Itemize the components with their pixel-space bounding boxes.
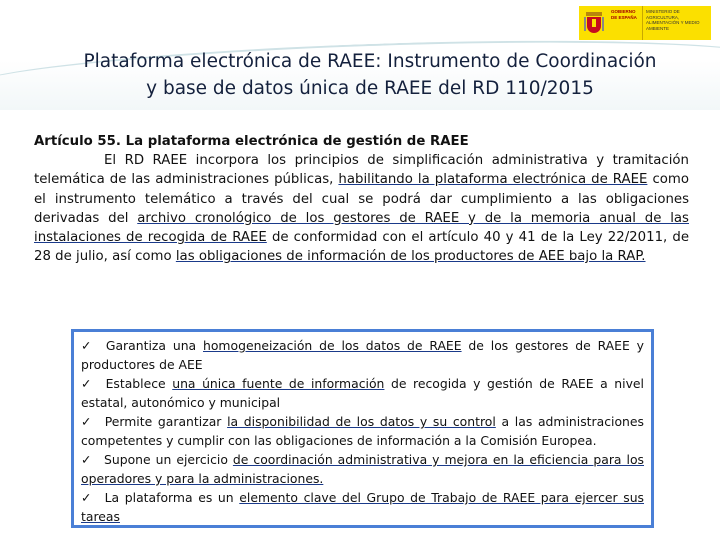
- checkmark-icon: ✓: [81, 414, 92, 429]
- benefits-box: [71, 329, 654, 528]
- article-text-1: El RD RAEE incorpora los principios de simplificación administrativa y tramitación telemática de las administraciones públicas,: [34, 153, 689, 188]
- benefit-item: [81, 374, 644, 412]
- benefit-item: [81, 336, 644, 374]
- article-underline-1: habilitando la plataforma electrónica de RAEE: [338, 172, 648, 188]
- benefit-text: Permite garantizar: [104, 414, 228, 429]
- benefit-underline: de coordinación administrativa y mejora en la eficiencia para los operadores y para la administraciones.: [81, 452, 644, 486]
- checkmark-icon: ✓: [81, 338, 92, 353]
- logo-gobierno-text: GOBIERNO DE ESPAÑA: [609, 6, 643, 40]
- article-heading: Artículo 55. La plataforma electrónica de gestión de RAEE: [34, 134, 469, 149]
- ministry-logo: [579, 6, 711, 40]
- checkmark-icon: ✓: [81, 376, 92, 391]
- article-body: [34, 151, 689, 266]
- article-underline-2: archivo cronológico de los gestores de RAEE y de la memoria anual de las instalaciones de recogida de RAEE: [34, 210, 689, 246]
- page-title: [40, 48, 700, 102]
- checkmark-icon: ✓: [81, 452, 92, 467]
- logo-ministerio-text: MINISTERIO DE AGRICULTURA, ALIMENTACIÓN Y MEDIO AMBIENTE: [643, 6, 711, 40]
- benefit-text: La plataforma es un: [104, 490, 240, 505]
- article-text-3: de conformidad con el artículo 40 y 41 de la Ley 22/2011, de 28 de julio, así como: [34, 230, 689, 265]
- benefit-text: Garantiza una: [105, 338, 203, 353]
- title-line-2: y base de datos única de RAEE del RD 110/2015: [146, 78, 594, 99]
- article-underline-3: las obligaciones de información de los productores de AEE bajo la RAP.: [175, 249, 646, 265]
- benefit-item: [81, 412, 644, 450]
- benefit-text: de los gestores de RAEE y productores de AEE: [81, 338, 644, 372]
- benefit-text: Establece: [105, 376, 173, 391]
- article-section: [34, 132, 689, 266]
- checkmark-icon: ✓: [81, 490, 92, 505]
- benefit-text: a las administraciones competentes y cumplir con las obligaciones de información a la Comisión Europea.: [81, 414, 644, 448]
- benefit-underline: la disponibilidad de los datos y su control: [227, 414, 496, 429]
- benefit-underline: homogeneización de los datos de RAEE: [203, 338, 462, 353]
- benefit-text: Supone un ejercicio: [104, 452, 233, 467]
- benefit-item: [81, 488, 644, 526]
- benefit-underline: elemento clave del Grupo de Trabajo de RAEE para ejercer sus tareas: [81, 490, 645, 524]
- benefit-item: [81, 450, 644, 488]
- article-text-2: como el instrumento telemático a través del cual se podrá dar cumplimiento a las obligaciones derivadas del: [34, 172, 689, 226]
- benefit-underline: una única fuente de información: [172, 376, 385, 391]
- benefit-text: de recogida y gestión de RAEE a nivel estatal, autonómico y municipal: [81, 376, 644, 410]
- title-line-1: Plataforma electrónica de RAEE: Instrumento de Coordinación: [83, 51, 657, 72]
- coat-of-arms-icon: [579, 6, 609, 40]
